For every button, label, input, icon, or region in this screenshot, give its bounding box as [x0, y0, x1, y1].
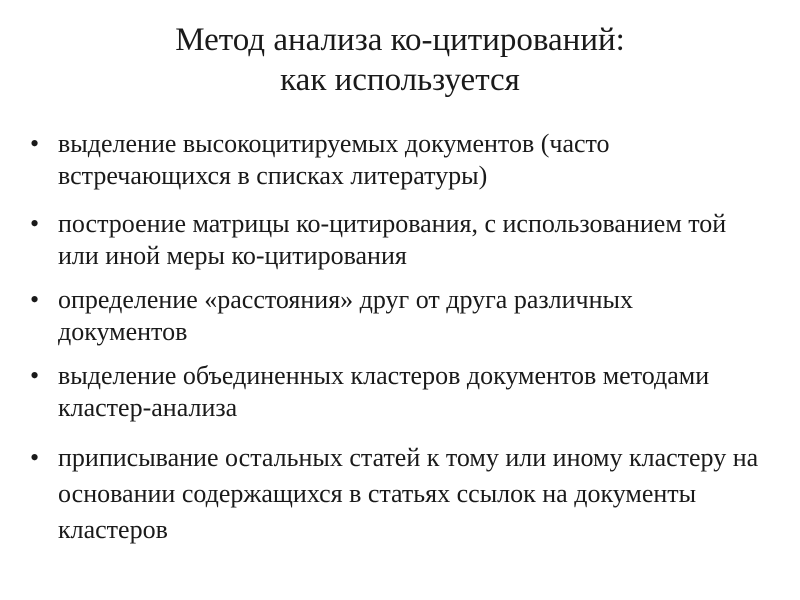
bullet-item-1 [30, 128, 760, 192]
bullet-dot-icon: • [30, 285, 40, 314]
slide-title-line-2: как используется [280, 62, 520, 98]
bullet-item-2 [30, 208, 760, 272]
bullet-item-5 [30, 440, 760, 548]
bullet-text: приписывание остальных статей к тому или иному кластеру на основании содержащихся в статьях ссылок на документы кластеров [58, 443, 759, 544]
slide-title [0, 20, 800, 100]
bullet-text: выделение высокоцитируемых документов (часто встречающихся в списках литературы) [58, 129, 610, 190]
bullet-item-4 [30, 360, 760, 424]
bullet-item-3 [30, 284, 760, 348]
bullet-text: определение «расстояния» друг от друга различных документов [58, 285, 633, 346]
bullet-dot-icon: • [30, 129, 40, 158]
bullet-text: выделение объединенных кластеров документов методами кластер-анализа [58, 361, 710, 422]
bullet-dot-icon: • [30, 361, 40, 390]
bullet-text: построение матрицы ко-цитирования, с использованием той или иной меры ко-цитирования [58, 209, 727, 270]
bullet-dot-icon: • [30, 209, 40, 238]
slide-title-line-1: Метод анализа ко-цитирований: [175, 22, 625, 58]
bullet-dot-icon: • [30, 443, 40, 472]
bullet-list [30, 128, 760, 548]
